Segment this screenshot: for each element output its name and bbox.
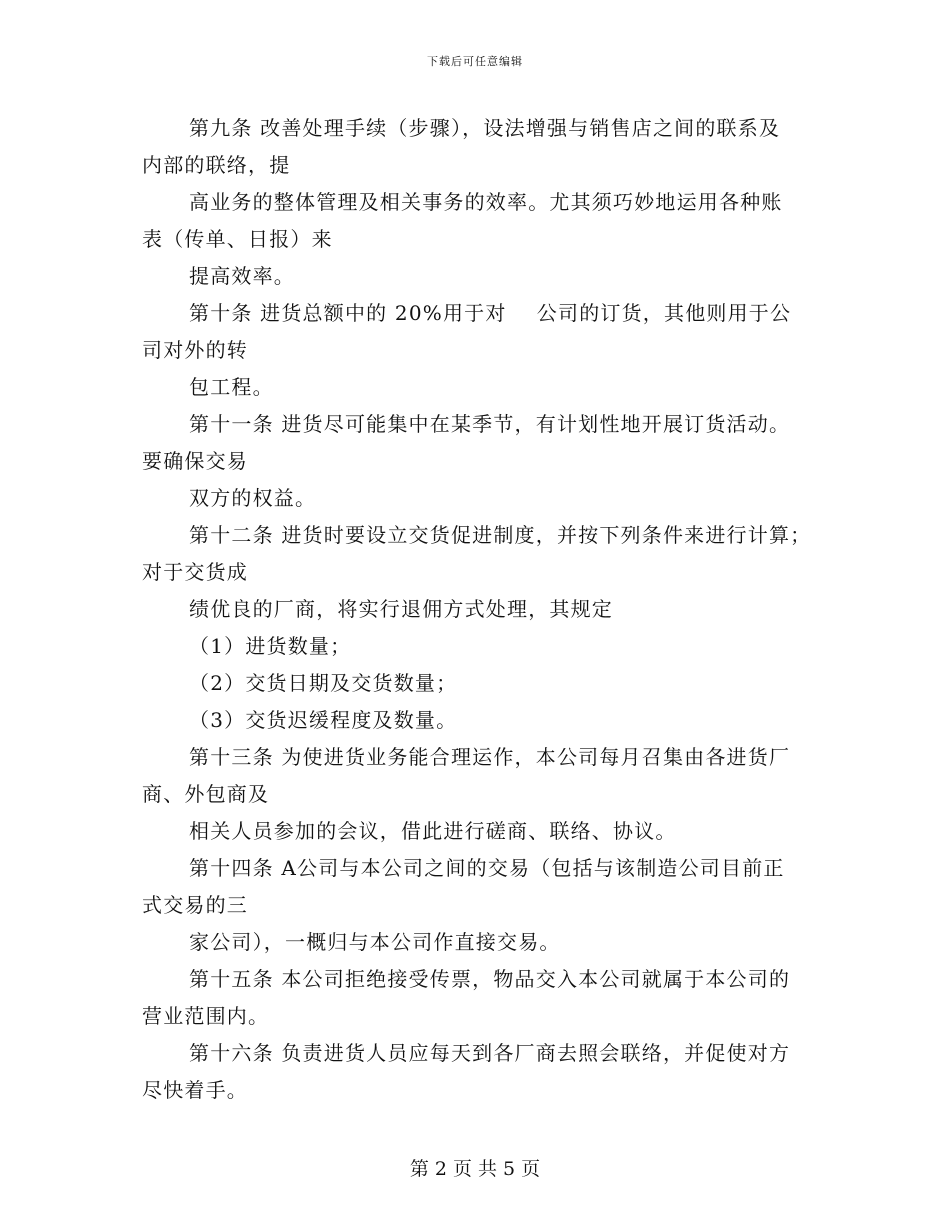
list-item: （1）进货数量； (189, 634, 352, 658)
paragraph-line: 第十五条 本公司拒绝接受传票，物品交入本公司就属于本公司的 (189, 967, 791, 991)
list-item: （3）交货迟缓程度及数量。 (189, 708, 458, 732)
paragraph-line: 商、外包商及 (142, 782, 270, 806)
paragraph-line: 提高效率。 (189, 264, 295, 288)
paragraph-line: 包工程。 (189, 375, 274, 399)
paragraph-line: 尽快着手。 (142, 1078, 248, 1102)
paragraph-line: 第十三条 为使进货业务能合理运作，本公司每月召集由各进货厂 (189, 745, 791, 769)
paragraph-line: 要确保交易 (142, 449, 248, 473)
paragraph-line: 第十条 进货总额中的 20%用于对 公司的订货，其他则用于公 (189, 301, 792, 325)
paragraph-line: 家公司），一概归与本公司作直接交易。 (189, 930, 561, 954)
paragraph-line: 第十六条 负责进货人员应每天到各厂商去照会联络，并促使对方 (189, 1041, 791, 1065)
paragraph-line: 营业范围内。 (142, 1004, 270, 1028)
paragraph-line: 双方的权益。 (189, 486, 317, 510)
page-header: 下载后可任意编辑 (427, 55, 523, 68)
paragraph-line: 对于交货成 (142, 560, 248, 584)
paragraph-line: 第十一条 进货尽可能集中在某季节，有计划性地开展订货活动。 (189, 412, 791, 436)
paragraph-line: 相关人员参加的会议，借此进行磋商、联络、协议。 (189, 819, 677, 843)
page-footer: 第 2 页 共 5 页 (409, 1158, 541, 1180)
paragraph-line: 内部的联络，提 (142, 153, 291, 177)
paragraph-line: 第十四条 A公司与本公司之间的交易（包括与该制造公司目前正 (189, 856, 785, 880)
paragraph-line: 表（传单、日报）来 (142, 227, 333, 251)
paragraph-line: 第九条 改善处理手续（步骤），设法增强与销售店之间的联系及 (189, 116, 781, 140)
paragraph-line: 高业务的整体管理及相关事务的效率。尤其须巧妙地运用各种账 (189, 190, 783, 214)
paragraph-line: 绩优良的厂商，将实行退佣方式处理，其规定 (189, 597, 613, 621)
paragraph-line: 第十二条 进货时要设立交货促进制度，并按下列条件来进行计算； (189, 523, 812, 547)
paragraph-line: 司对外的转 (142, 338, 248, 362)
paragraph-line: 式交易的三 (142, 893, 248, 917)
list-item: （2）交货日期及交货数量； (189, 671, 458, 695)
